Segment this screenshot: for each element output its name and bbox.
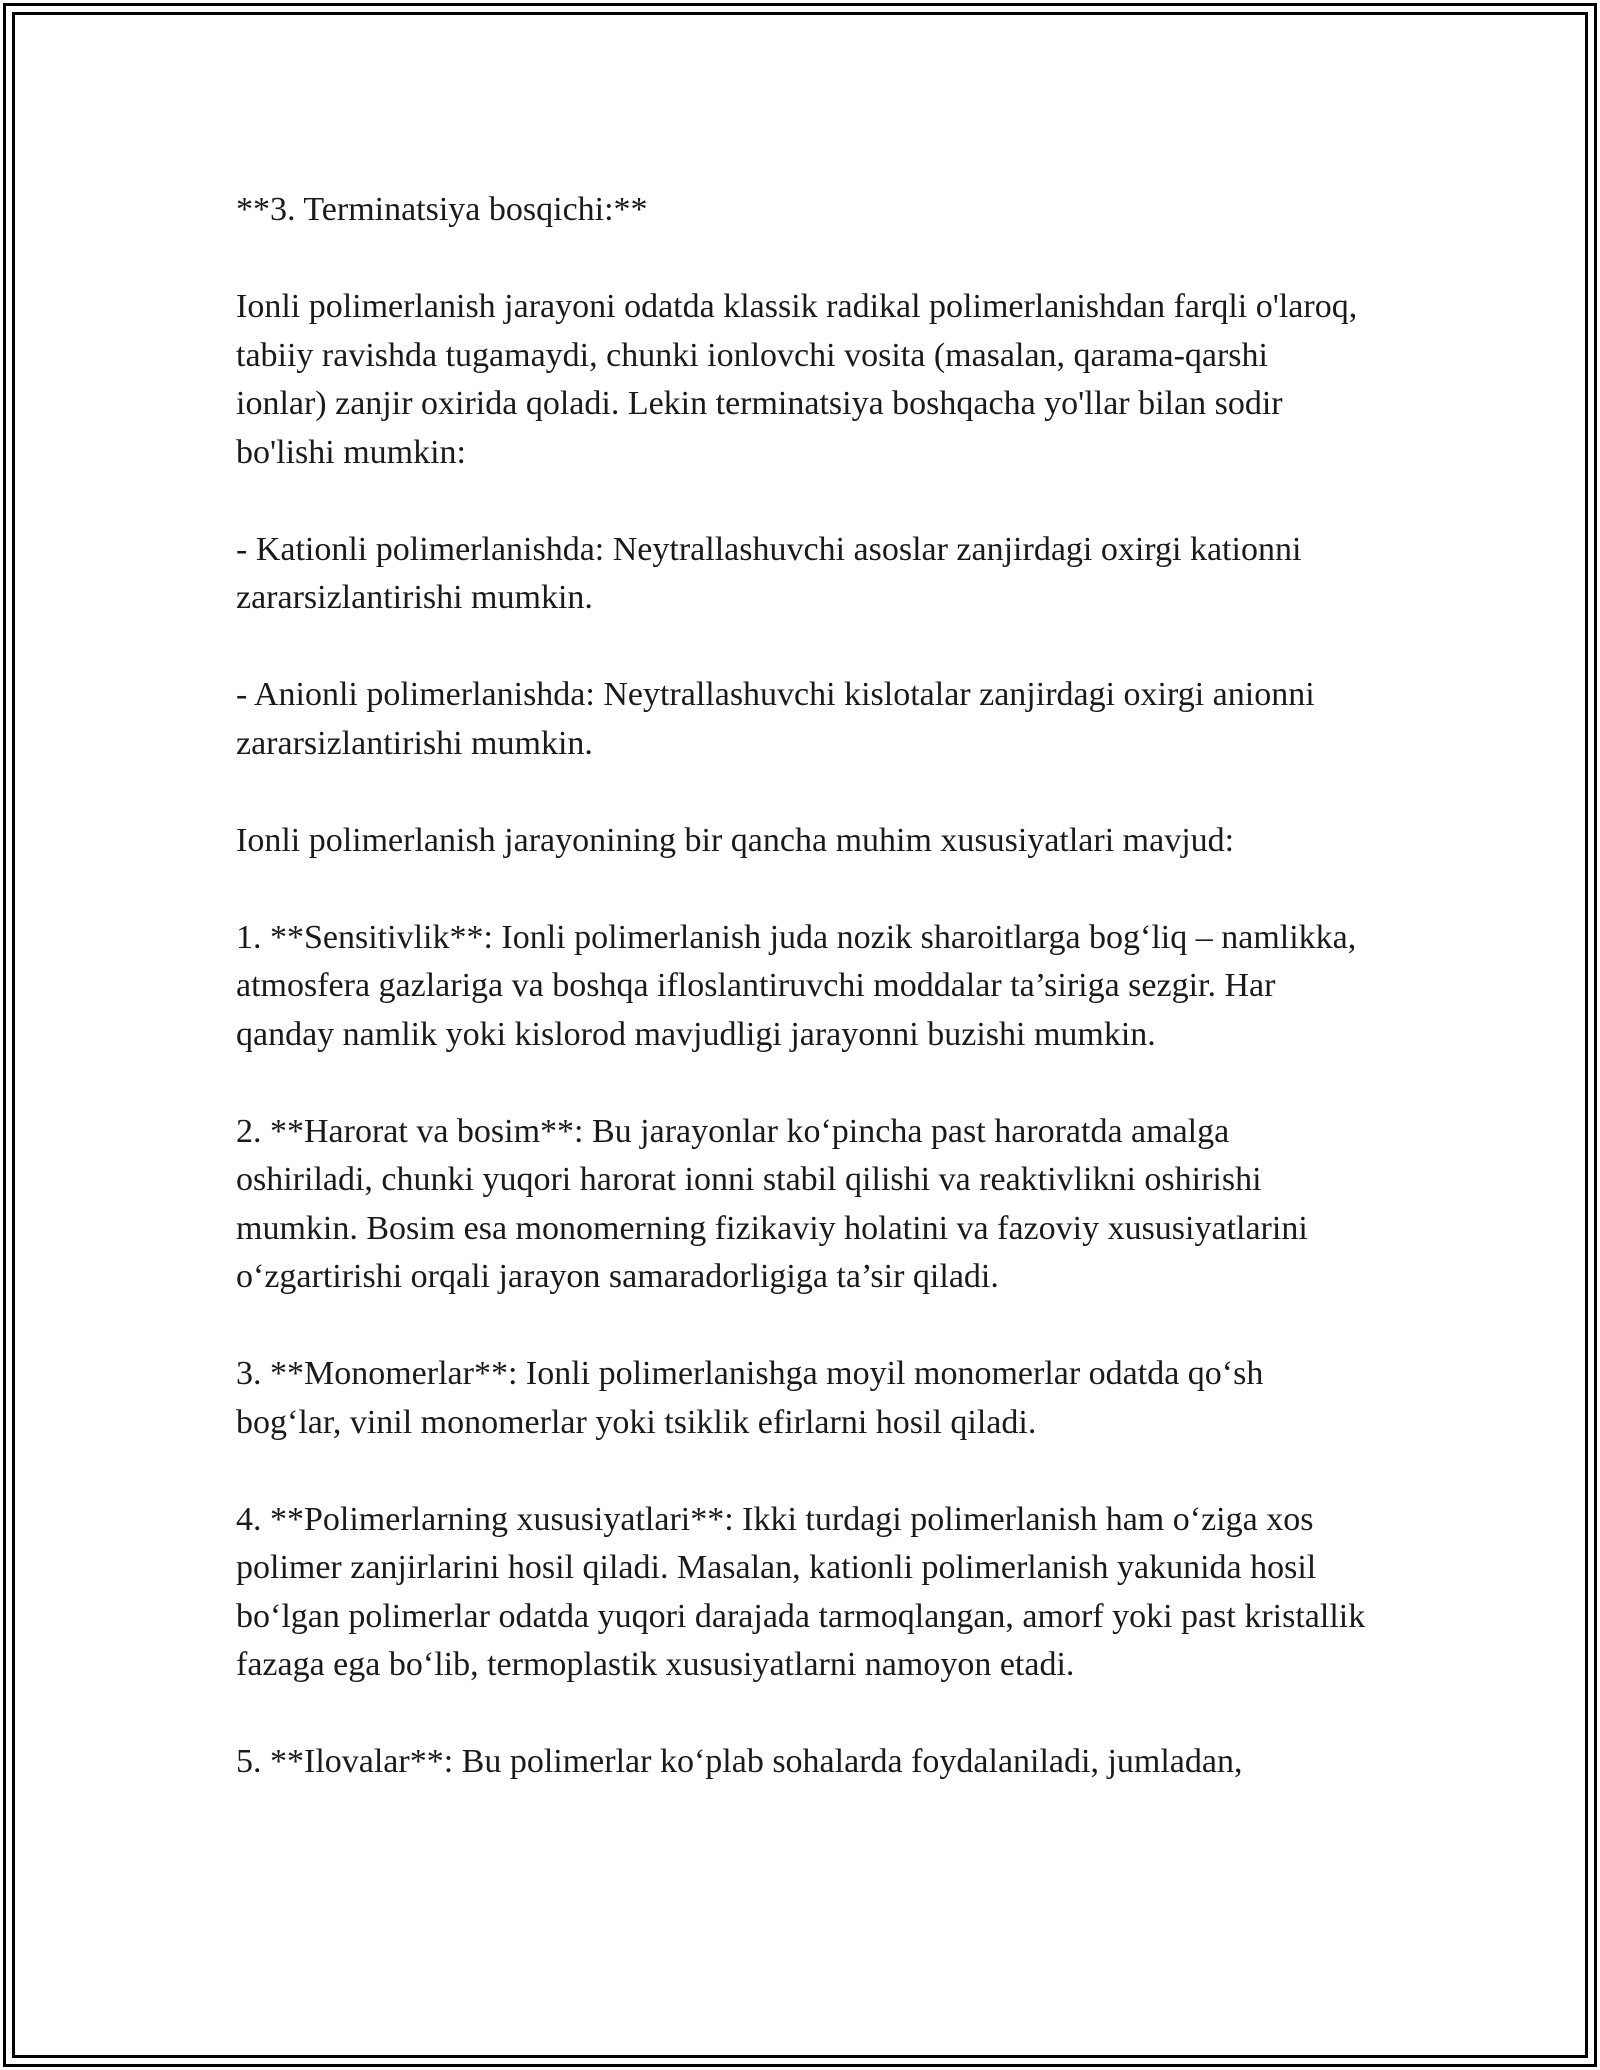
list-item-polymer-properties: 4. **Polimerlarning xususiyatlari**: Ikki turdagi polimerlanish ham o‘ziga xos polimer zanjirlarini hosil qiladi. Masalan, kationli polimerlanish yakunida hosil bo‘lgan polimerlar odatda yuqori darajada tarmoqlangan, amorf yoki past kristallik fazaga ega bo‘lib, termoplastik xususiyatlarni namoyon etadi. [236, 1500, 1366, 1683]
list-item-sensitivity: 1. **Sensitivlik**: Ionli polimerlanish juda nozik sharoitlarga bog‘liq – namlikka, atmosfera gazlariga va boshqa ifloslantiruvchi moddalar ta’siriga sezgir. Har qanday namlik yoki kislorod mavjudligi jarayonni buzishi mumkin. [236, 918, 1357, 1053]
document-body [236, 186, 1366, 1835]
paragraph-cationic: - Kationli polimerlanishda: Neytrallashuvchi asoslar zanjirdagi oxirgi kationni zararsizlantirishi mumkin. [236, 530, 1302, 616]
paragraph-termination-intro: Ionli polimerlanish jarayoni odatda klassik radikal polimerlanishdan farqli o'laroq, tabiiy ravishda tugamaydi, chunki ionlovchi vosita (masalan, qarama-qarshi ionlar) zanjir oxirida qoladi. Lekin terminatsiya boshqacha yo'llar bilan sodir bo'lishi mumkin: [236, 288, 1358, 471]
list-item-monomers: 3. **Monomerlar**: Ionli polimerlanishga moyil monomerlar odatda qo‘sh bog‘lar, vinil monomerlar yoki tsiklik efirlarni hosil qiladi. [236, 1355, 1264, 1441]
paragraph-features-intro: Ionli polimerlanish jarayonining bir qancha muhim xususiyatlari mavjud: [236, 821, 1235, 859]
section-heading: **3. Terminatsiya bosqichi:** [236, 191, 648, 228]
list-item-temperature-pressure: 2. **Harorat va bosim**: Bu jarayonlar ko‘pincha past haroratda amalga oshiriladi, chunki yuqori harorat ionni stabil qilishi va reaktivlikni oshirishi mumkin. Bosim esa monomerning fizikaviy holatini va fazoviy xususiyatlarini o‘zgartirishi orqali jarayon samaradorligiga ta’sir qiladi. [236, 1112, 1308, 1295]
paragraph-anionic: - Anionli polimerlanishda: Neytrallashuvchi kislotalar zanjirdagi oxirgi anionni zararsizlantirishi mumkin. [236, 676, 1315, 762]
list-item-applications: 5. **Ilovalar**: Bu polimerlar ko‘plab sohalarda foydalaniladi, jumladan, [236, 1743, 1243, 1780]
